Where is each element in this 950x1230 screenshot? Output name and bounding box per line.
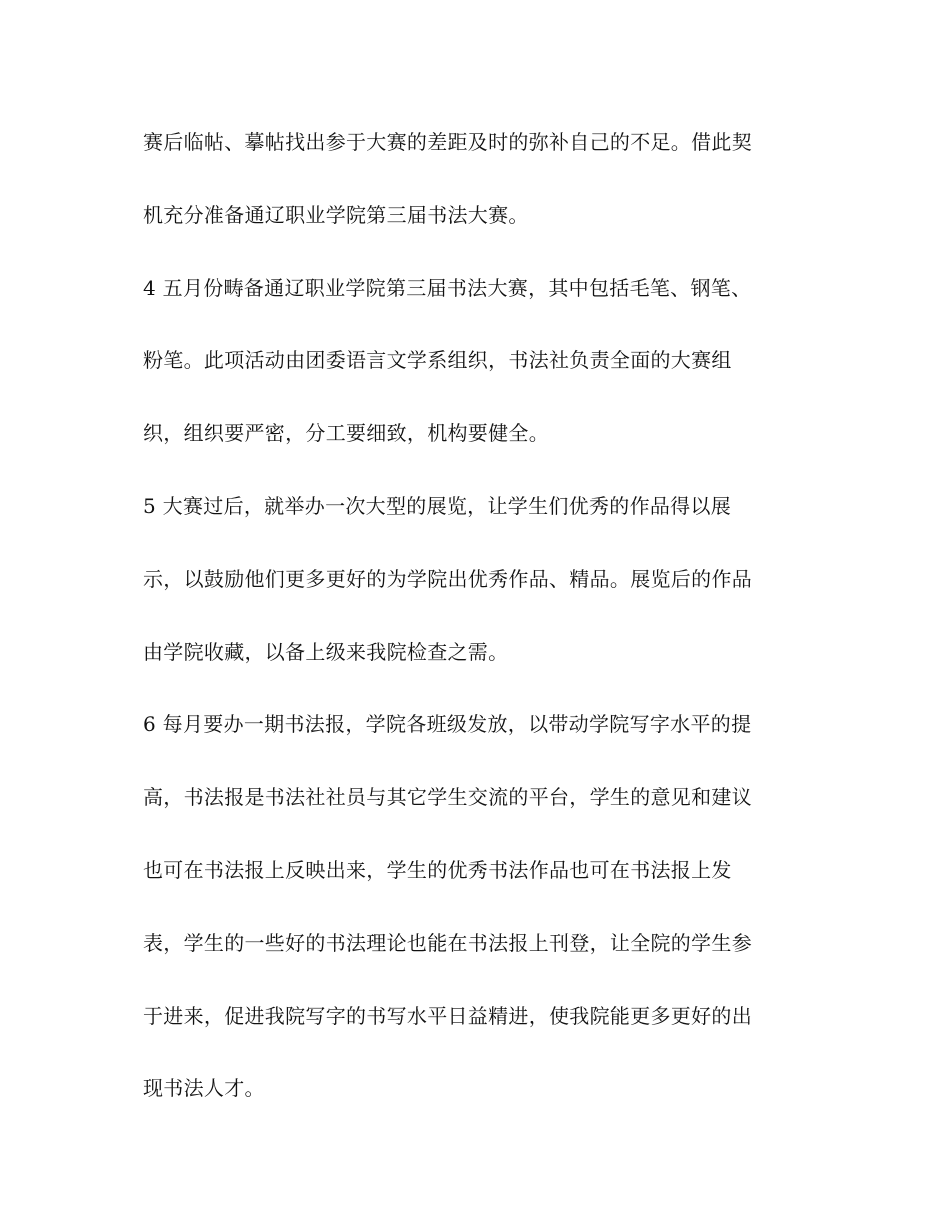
text-line: 于进来，促进我院写字的书写水平日益精进，使我院能更多更好的出	[143, 1003, 752, 1028]
text-line: 示，以鼓励他们更多更好的为学院出优秀作品、精品。展览后的作品	[143, 566, 752, 591]
text-line: 赛后临帖、摹帖找出参于大赛的差距及时的弥补自己的不足。借此契	[143, 130, 752, 154]
text-line: 也可在书法报上反映出来，学生的优秀书法作品也可在书法报上发	[143, 857, 732, 882]
text-line: 表，学生的一些好的书法理论也能在书法报上刊登，让全院的学生参	[143, 930, 752, 955]
text-line: 4 五月份畴备通辽职业学院第三届书法大赛，其中包括毛笔、钢笔、	[143, 275, 752, 300]
text-line: 机充分准备通辽职业学院第三届书法大赛。	[143, 202, 529, 227]
text-line: 织，组织要严密，分工要细致，机构要健全。	[143, 421, 549, 446]
text-line: 5 大赛过后，就举办一次大型的展览，让学生们优秀的作品得以展	[143, 493, 732, 518]
text-line: 6 每月要办一期书法报，学院各班级发放，以带动学院写字水平的提	[143, 712, 752, 737]
text-line: 现书法人才。	[143, 1076, 265, 1101]
text-line: 由学院收藏，以备上级来我院检查之需。	[143, 639, 509, 664]
text-line: 粉笔。此项活动由团委语言文学系组织，书法社负责全面的大赛组	[143, 348, 732, 373]
body-text	[143, 118, 823, 1137]
text-line: 高，书法报是书法社社员与其它学生交流的平台，学生的意见和建议	[143, 785, 752, 810]
